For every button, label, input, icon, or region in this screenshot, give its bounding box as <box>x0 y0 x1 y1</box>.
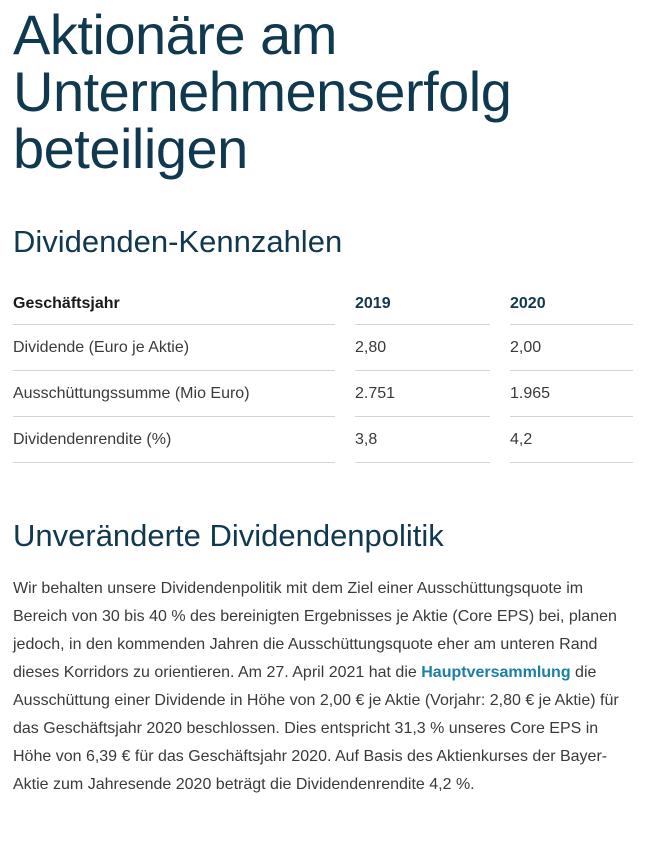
row-label: Dividende (Euro je Aktie) <box>13 325 335 371</box>
table-header-row <box>13 283 633 325</box>
table-row <box>13 325 633 371</box>
value-2020: 2,00 <box>510 325 633 371</box>
header-geschaeftsjahr: Geschäftsjahr <box>13 283 335 325</box>
dividendenpolitik-paragraph <box>13 575 638 799</box>
hauptversammlung-link[interactable]: Hauptversammlung <box>421 664 571 681</box>
header-2019: 2019 <box>355 283 490 325</box>
page-title <box>13 3 512 180</box>
row-label: Ausschüttungssumme (Mio Euro) <box>13 371 335 417</box>
page-title-line-3: beteiligen <box>13 117 248 180</box>
dividend-table <box>13 283 633 463</box>
table-row <box>13 371 633 417</box>
dividendenpolitik-heading: Unveränderte Dividendenpolitik <box>13 518 444 553</box>
paragraph-text-before-link: Wir behalten unsere Dividendenpolitik mit dem Ziel einer Ausschüttungsquote im Bereich von 30 bis 40 % des bereinigten Ergebnisses je Aktie (Core EPS) bei, planen jedoch, in den kommenden Jahren die Ausschüttungsquote eher am unteren Rand dieses Korridors zu orientieren. Am 27. April 2021 hat die <box>13 580 617 681</box>
value-2019: 3,8 <box>355 417 490 463</box>
kennzahlen-heading: Dividenden-Kennzahlen <box>13 224 343 259</box>
value-2020: 1.965 <box>510 371 633 417</box>
value-2019: 2,80 <box>355 325 490 371</box>
page-title-line-1: Aktionäre am <box>13 3 337 66</box>
row-label: Dividendenrendite (%) <box>13 417 335 463</box>
header-2020: 2020 <box>510 283 633 325</box>
value-2020: 4,2 <box>510 417 633 463</box>
page-title-line-2: Unternehmenserfolg <box>13 60 512 123</box>
table-row <box>13 417 633 463</box>
paragraph-text-after-link: die Ausschüttung einer Dividende in Höhe von 2,00 € je Aktie (Vorjahr: 2,80 € je Aktie) für das Geschäftsjahr 2020 beschlossen. Dies entspricht 31,3 % unseres Core EPS in Höhe von 6,39 € für das Geschäftsjahr 2020. Auf Basis des Aktienkurses der Bayer-Aktie zum Jahresende 2020 beträgt die Dividendenrendite 4,2 %. <box>13 664 619 793</box>
value-2019: 2.751 <box>355 371 490 417</box>
